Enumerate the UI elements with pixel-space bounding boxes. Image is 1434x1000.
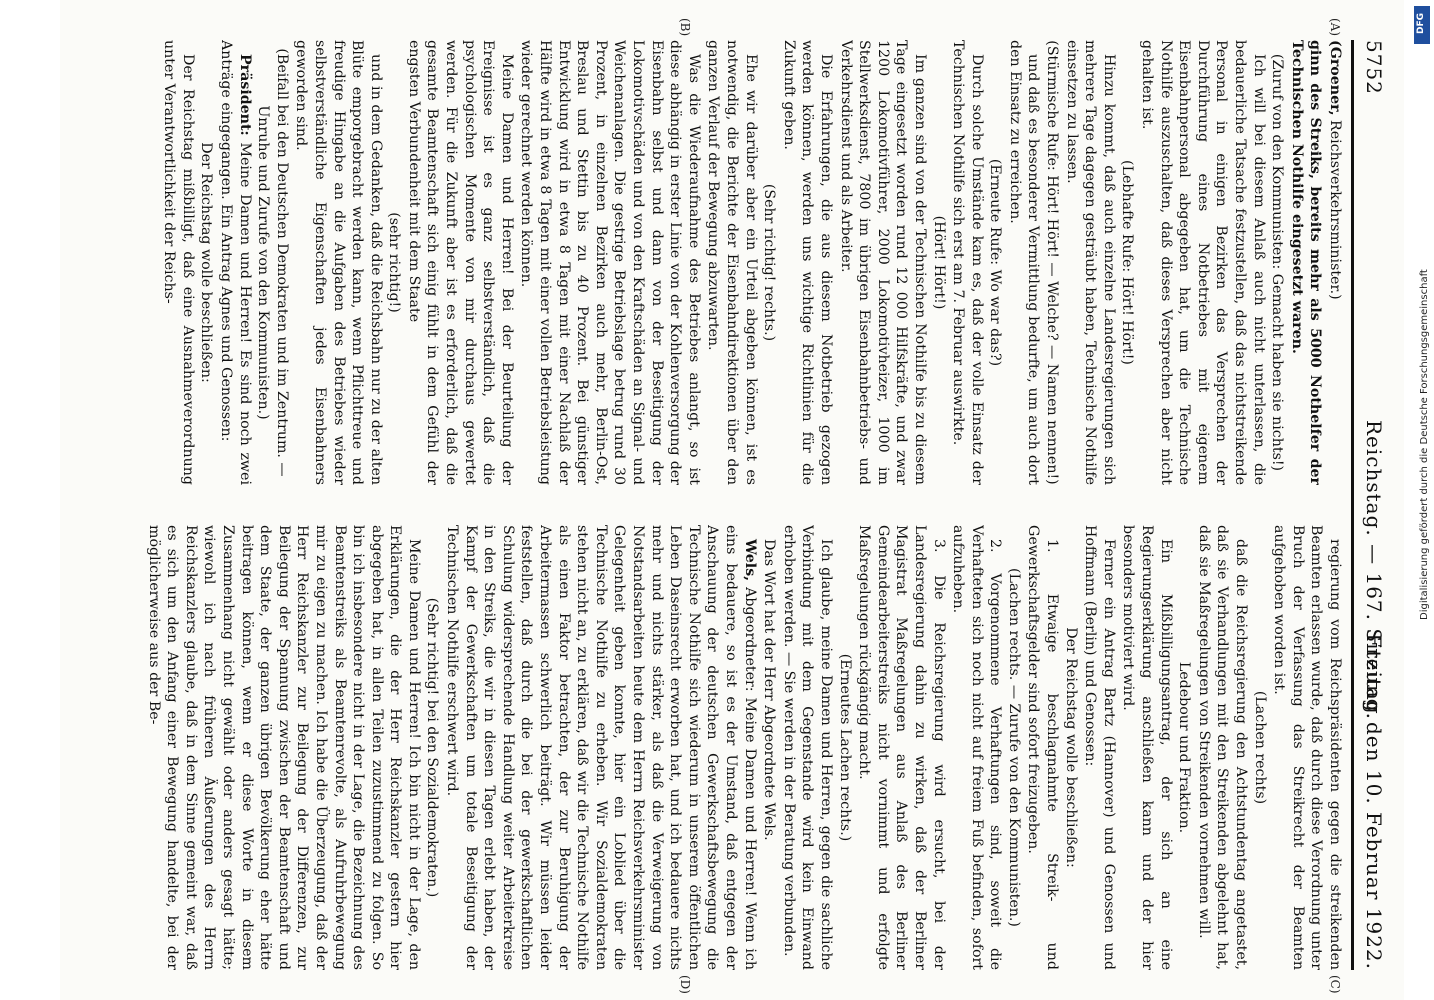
paragraph-text: Die Erfahrungen, die aus diesem Notbetrieb gezogen werden können, werden uns wichtige Richtlinien für die Zukunft geben. bbox=[780, 40, 834, 485]
paragraph bbox=[160, 40, 197, 485]
interjection bbox=[254, 40, 291, 485]
paragraph-text: (Stürmische Rufe: Hört! Hört! — Welche? — Namen nennen!) bbox=[1044, 40, 1061, 485]
paragraph-text: Meine Damen und Herren! Es sind noch zwei Anträge eingegangen. Ein Antrag Agnes und Genossen: bbox=[217, 40, 253, 485]
page-header bbox=[1356, 40, 1392, 970]
paragraph bbox=[443, 525, 759, 970]
paragraph-text: (Zuruf von den Kommunisten: Gemacht haben sie nichts!) bbox=[1269, 53, 1286, 472]
paragraph-text: (Beifall bei den Deutschen Demokraten und im Zentrum. — Unruhe und Zurufe von den Kommunisten.) bbox=[255, 48, 290, 477]
paragraph bbox=[704, 40, 760, 485]
paragraph-text: (Lebhafte Rufe: Hört! Hört!) bbox=[1119, 160, 1136, 365]
speaker-lead: Wels, bbox=[741, 539, 758, 582]
interjection bbox=[1250, 525, 1269, 970]
interjection bbox=[1043, 40, 1062, 485]
paragraph-text: (Sehr richtig! rechts.) bbox=[761, 183, 778, 342]
paragraph bbox=[1062, 40, 1118, 485]
paragraph-text: Was die Wiederaufnahme des Betriebes anlangt, so ist diese abhängig in erster Linie von der Kohlenversorgung der Eisenbahn selbst und dann von der Beseitigung der Lokomotivschäden und von den Kraftschäden an Signal- und Weichenanlagen. Die gestrige Betriebslage betrug rund 30 Prozent, in einzelnen Bezirken auch mehr, Berlin-Ost, Breslau und Stettin bis zu 40 Prozent. Bei günstiger Entwicklung wird in etwa 8 Tagen mit einer Nachlaß der Hälfte wird in etwa 8 Tagen mit einer vollen Betriebsleistung wieder gerechnet werden können. bbox=[518, 40, 702, 485]
paragraph bbox=[1137, 40, 1267, 485]
paragraph-text: Abgeordneter: Meine Damen und Herren! Wenn ich eins bedauere, so ist es der Umstand, daß entgegen der Anschauung der deutschen Gewerkschaftsbewegung die Technische Nothilfe sich wiederum in unserem öffentlichen Leben Daseinsrecht erworben hat, und ich bedauere nichts mehr und nichts stärker, als daß die Verweigerung von Notstandsarbeiten heute dem Herrn Reichsverkehrsminister Gelegenheit geben konnte, hier ein Loblied über die Technische Nothilfe zu erheben. Wir Sozialdemokraten stehen nicht an, zu erklären, daß wir die Technische Nothilfe als einen Faktor betrachten, der zur Beruhigung der Arbeitermassen schwerlich beiträgt. Wir müssen leider feststellen, daß durch die bei der gewerkschaftlichen Schulung widersprechende Handlung weiter Arbeiterkreise in den Streiks, die wir in diesen Tagen erlebt haben, der Kampf der Gewerkschaften um totale Beseitigung der Technischen Nothilfe erschwert wird. bbox=[444, 525, 758, 970]
paragraph bbox=[216, 40, 253, 485]
speaker-lead: ginn des Streiks, bereits mehr als 5000 Nothelfer der Technischen Nothilfe eingesetzt waren. bbox=[1288, 40, 1324, 485]
speaker-lead: (Groener, bbox=[1327, 40, 1343, 116]
paragraph-text: Der Reichstag wolle beschließen: bbox=[198, 142, 215, 383]
interjection bbox=[1175, 525, 1194, 970]
speaker-lead: Präsident: bbox=[236, 54, 253, 136]
paragraph bbox=[1119, 525, 1175, 970]
interjection bbox=[1268, 40, 1287, 485]
paragraph bbox=[1287, 40, 1324, 485]
margin-letter-c: (C) bbox=[1328, 975, 1342, 994]
paragraph-text: Der Reichstag wolle beschließen: bbox=[1062, 627, 1079, 868]
paragraph-text: daß die Reichsregierung den Achtstundentag angetastet, daß sie Verhandlungen mit den Streikenden abgelehnt hat, daß sie Maßregelungen von Streikenden vornehmen will. bbox=[1195, 525, 1250, 970]
paragraph-text: Ehe wir darüber aber ein Urteil abgeben können, ist es notwendig, die Berichte der Eisenbahndirektionen über den ganzen Verlauf der Bewegung abzuwarten. bbox=[705, 40, 759, 485]
paragraph-text: (Erneute Rufe: Wo war das?) bbox=[987, 158, 1004, 367]
interjection bbox=[197, 40, 216, 485]
paragraph-text: (Hört! Hört!) bbox=[930, 215, 947, 310]
paragraph bbox=[1194, 525, 1250, 970]
paragraph bbox=[1325, 40, 1344, 485]
margin-letter-b: (B) bbox=[678, 18, 692, 37]
paragraph bbox=[404, 40, 516, 485]
interjection bbox=[929, 40, 948, 485]
paragraph-text: Im ganzen sind von der Technischen Nothilfe bis zu diesem Tage eingesetzt worden rund 12 000 Hilfskräfte, und zwar 1200 Lokomotivführer, 2000 Lokomotivheizer, 1000 im Stellwerksdienst, 7800 im übrigen Eisenbahnbetriebs- und Verkehrsdienst und als Arbeiter. bbox=[837, 40, 928, 485]
interjection bbox=[835, 525, 854, 970]
interjection bbox=[760, 40, 779, 485]
paragraph-text: regierung vom Reichspräsidenten gegen die streikenden Beamten erlassen wurde, daß durch diese Verordnung unter Bruch der Verfassung das Streikrecht der Beamten aufgehoben worden ist. bbox=[1271, 525, 1343, 970]
paragraph-text: Ein Mißbilligungsantrag, der sich an eine Regierungserklärung anschließen kann und der hier besonders motiviert wird. bbox=[1120, 525, 1174, 970]
interjection bbox=[1004, 525, 1023, 970]
header-rule bbox=[1351, 40, 1354, 970]
dfg-credit-text: Digitalisierung gefördert durch die Deutsche Forschungsgemeinschaft bbox=[1419, 269, 1430, 620]
paragraph-text: (sehr richtig!) bbox=[386, 212, 403, 313]
paragraph bbox=[1005, 40, 1042, 485]
interjection bbox=[423, 525, 442, 970]
interjection bbox=[986, 40, 1005, 485]
paragraph bbox=[949, 525, 1005, 970]
paragraph-text: (Lachen rechts. — Zurufe von den Kommunisten.) bbox=[1005, 568, 1022, 927]
paragraph-text: (Lachen rechts) bbox=[1251, 690, 1268, 805]
paragraph bbox=[949, 40, 986, 485]
paragraph bbox=[292, 40, 385, 485]
session-date: Freitag den 10. Februar 1922. bbox=[1362, 633, 1386, 970]
paragraph bbox=[144, 525, 423, 970]
paragraph-text: 3. Die Reichsregierung wird ersucht, bei der Landesregierung dahin zu wirken, daß der Berliner Magistrat Maßregelungen aus Anlaß des Berliner Gemeindearbeiterstreiks nicht vornimmt und erfolgte Maßregelungen rückgängig macht. bbox=[856, 525, 947, 970]
paragraph bbox=[779, 40, 835, 485]
paragraph-text: Meine Damen und Herren! Ich bin nicht in der Lage, den Erklärungen, die der Herr Reichskanzler gestern hier abgegeben hat, in allen Teilen zuzustimmend zu folgen. So bin ich insbesondere nicht in der Lage, die Bezeichnung des Beamtenstreiks als Beamtenrevolte, als Aufruhrbewegung mir zu eigen zu machen. Ich habe die Überzeugung, daß der Herr Reichskanzler zur Beilegung der Differenzen, zur Beilegung der Spannung zwischen der Beamtenschaft und dem Staate, der ganzen übrigen Bevölkerung eher hätte beitragen können, wenn er diese Worte in diesem Zusammenhang nicht gewählt oder anders gesagt hätte; wiewohl ich nach früheren Äußerungen des Herrn Reichskanzlers glaube, daß in dem Sinne gemeint war, daß es sich um den Anfang einer Bewegung handelte, bei der möglicherweise aus der Be- bbox=[145, 525, 422, 970]
paragraph-text: und in dem Gedanken, daß die Reichsbahn nur zu der alten Blüte emporgebracht werden kann, wenn Pflichttreue und freudige Hingabe an die Aufgaben des Betriebes wieder selbstverständliche Eigenschaften jedes Eisenbahners geworden sind. bbox=[293, 40, 384, 485]
paragraph bbox=[1081, 525, 1118, 970]
paragraph bbox=[1024, 525, 1061, 970]
paragraph-text: Ich glaube, meine Damen und Herren, gegen die sachliche Verbindung mit dem Gegenstande wird kein Einwand erhoben werden. — Sie werden in der Beratung verbunden. bbox=[780, 525, 834, 970]
left-text-column bbox=[74, 40, 1344, 485]
paragraph bbox=[836, 40, 929, 485]
session-title: Reichstag. — 167. Sitzung. bbox=[1362, 420, 1386, 720]
interjection bbox=[1118, 40, 1137, 485]
paragraph-text: 1. Etwaige beschlagnahmte Streik- und Gewerkschaftsgelder sind sofort freizugeben. bbox=[1025, 525, 1061, 970]
paragraph-text: Ferner ein Antrag Bartz (Hannover) und Genossen und Hoffmann (Berlin) und Genossen: bbox=[1082, 525, 1117, 970]
paragraph-text: (Erneutes Lachen rechts.) bbox=[836, 653, 853, 842]
paragraph-text: Durch solche Umstände kam es, daß der volle Einsatz der Technischen Nothilfe sich erst am 7. Februar auswirkte. bbox=[950, 40, 985, 485]
paragraph-text: Das Wort hat der Herr Abgeordnete Wels. bbox=[761, 539, 778, 841]
paragraph-text: Reichsverkehrsminister.) bbox=[1327, 115, 1343, 300]
interjection bbox=[385, 40, 404, 485]
paragraph bbox=[855, 525, 948, 970]
page-number: 5752 bbox=[1362, 40, 1386, 95]
paragraph-text: und daß es besonderer Vermittlung bedurfte, um auch dort den Einsatz zu erreichen. bbox=[1006, 40, 1042, 485]
margin-letter-d: (D) bbox=[678, 975, 692, 994]
right-text-column bbox=[74, 525, 1344, 970]
paragraph-text: Der Reichstag mißbilligt, daß eine Ausnahmeverordnung unter Verantwortlichkeit der Reichs- bbox=[161, 40, 196, 485]
dfg-logo: DFG bbox=[1414, 6, 1430, 44]
interjection bbox=[1061, 525, 1080, 970]
paragraph-text: Hinzu kommt, daß auch einzelne Landesregierungen sich mehrere Tage dagegen gesträubt haben, Technische Nothilfe einsetzen zu lassen. bbox=[1063, 40, 1117, 485]
paragraph-text: Ich will bei diesem Anlaß auch nicht unterlassen, die bedauerliche Tatsache festzustellen, daß das nichtstreikende Personal in einigen Bezirken das Versprechen der Durchführung eines Notbetriebes mit eigenem Eisenbahnpersonal abgegeben hat, um die Technische Nothilfe auszuschalten, daß dieses Versprechen aber nicht gehalten ist. bbox=[1139, 40, 1267, 485]
paragraph bbox=[760, 525, 779, 970]
paragraph-text: Ledebour und Fraktion. bbox=[1176, 661, 1193, 834]
paragraph-text: Meine Damen und Herren! Bei der Beurteilung der Ereignisse ist es ganz selbstverständlich, daß die psychologischen Momente von mir durchaus gewertet werden. Für die Zukunft aber ist es erforderlich, daß die gesamte Beamtenschaft sich einig fühlt in dem Gefühl der engsten Verbundenheit mit dem Staate bbox=[405, 40, 515, 485]
document-page bbox=[60, 0, 1404, 1000]
paragraph-text: (Sehr richtig! bei den Sozialdemokraten.) bbox=[424, 597, 441, 898]
margin-letter-a: (A) bbox=[1328, 18, 1342, 37]
paragraph bbox=[779, 525, 835, 970]
paragraph bbox=[517, 40, 703, 485]
paragraph bbox=[1270, 525, 1344, 970]
paragraph-text: 2. Vorgenommene Verhaftungen sind, soweit die Verhafteten sich noch nicht auf freiem Fuß befinden, sofort aufzuheben. bbox=[950, 525, 1004, 970]
